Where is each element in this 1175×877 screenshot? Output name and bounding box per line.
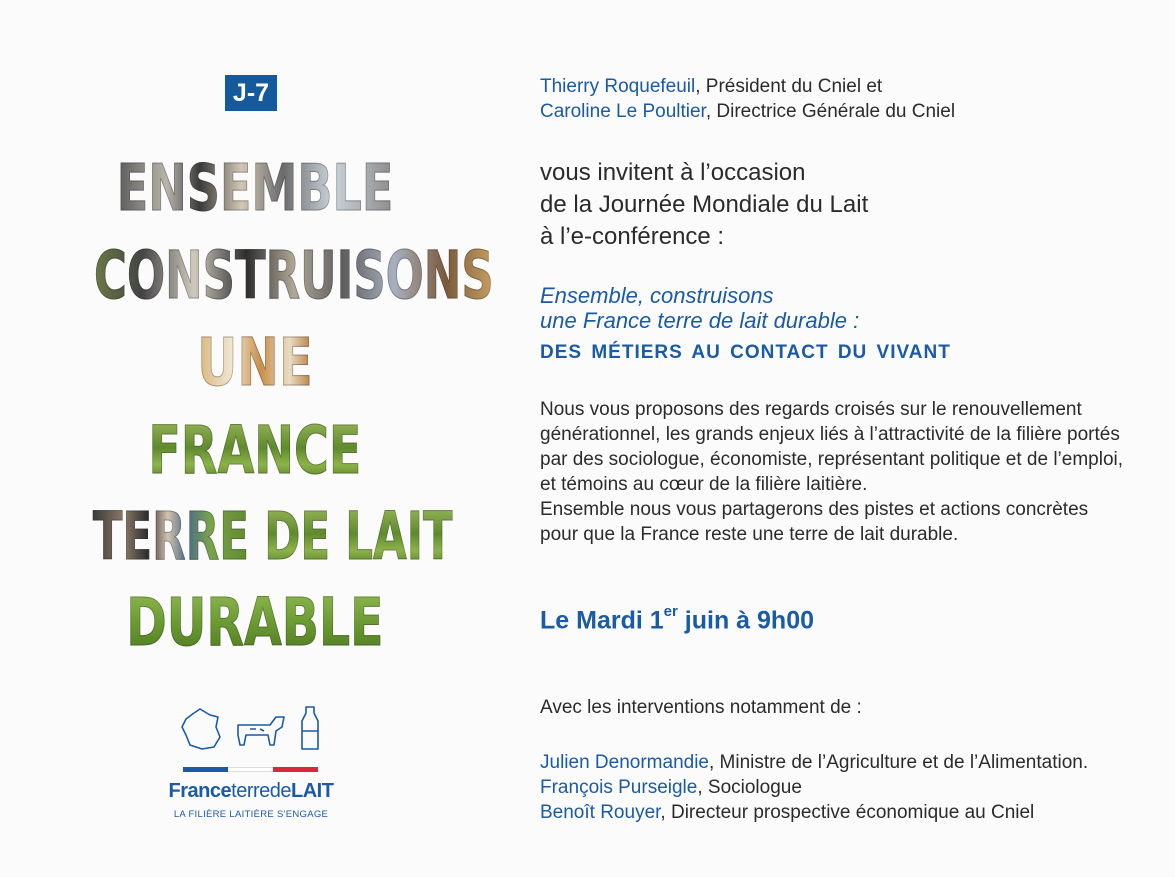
milk-bottle-icon: [302, 707, 318, 749]
description-paragraph: Nous vous proposons des regards croisés sur le renouvellement générationnel, les grands enjeux liés à l’attractivité de la filière portés par des sociologue, économiste, représentant politique et de l’emploi, et témoins au cœur de la filière laitière. Ensemble nous vous partagerons des pistes et actions concrètes pour que la France reste une terre de lait durable.: [540, 399, 1124, 545]
headline-line-3: [0, 324, 510, 401]
event-date: Le Mardi 1er juin à 9h00: [540, 603, 815, 635]
headline-line-4: [0, 412, 510, 489]
countdown-badge: J-7: [225, 75, 277, 111]
logo-icons: [180, 705, 325, 753]
headline-line-2: [0, 237, 510, 314]
headline-word-construisons: CONSTRUISONS: [94, 237, 494, 314]
cow-icon: [238, 717, 284, 745]
conference-subtitle: DES MÉTIERS AU CONTACT DU VIVANT: [540, 342, 951, 363]
speaker-line: François Purseigle, Sociologue: [540, 777, 802, 798]
headline-line-1: [0, 152, 510, 226]
headline-word-une: UNE: [197, 324, 313, 401]
invitation-text: vous invitent à l’occasion de la Journée Mondiale du Lait à l’e-conférence :: [540, 159, 869, 250]
france-map-icon: [182, 709, 220, 749]
left-panel: [0, 0, 510, 877]
headline-word-durable: DURABLE: [126, 584, 384, 661]
headline-word-terre: TERRE: [92, 498, 250, 575]
headline-word-ensemble: ENSEMBLE: [116, 152, 394, 226]
logo-tagline: LA FILIÈRE LAITIÈRE S'ENGAGE: [173, 809, 329, 820]
host-name: Caroline Le Poultier: [540, 101, 706, 122]
speaker-name: Julien Denormandie: [540, 752, 709, 773]
headline-line-6: [0, 584, 510, 661]
speaker-line: Julien Denormandie, Ministre de l’Agriculture et de l’Alimentation.: [540, 752, 1089, 773]
host-line: Caroline Le Poultier, Directrice Générale du Cniel: [540, 101, 956, 122]
speakers-list: [540, 750, 1088, 825]
headline-word-france: FRANCE: [148, 412, 362, 489]
conference-title: Ensemble, construisons une France terre de lait durable :: [540, 283, 860, 333]
logo-wordmark: FranceterredeLAIT: [168, 780, 334, 802]
france-terre-de-lait-logo: [150, 705, 352, 825]
headline-word-de-lait: DE LAIT: [264, 498, 453, 575]
tricolor-stripe: [183, 767, 318, 772]
speaker-name: François Purseigle: [540, 777, 698, 798]
speaker-line: Benoît Rouyer, Directeur prospective économique au Cniel: [540, 802, 1035, 823]
headline-line-5: [0, 498, 510, 575]
host-name: Thierry Roquefeuil: [540, 76, 696, 97]
speaker-name: Benoît Rouyer: [540, 802, 661, 823]
hosts-block: [540, 74, 955, 124]
speakers-intro: Avec les interventions notamment de :: [540, 697, 862, 718]
host-line: Thierry Roquefeuil, Président du Cniel et: [540, 76, 883, 97]
